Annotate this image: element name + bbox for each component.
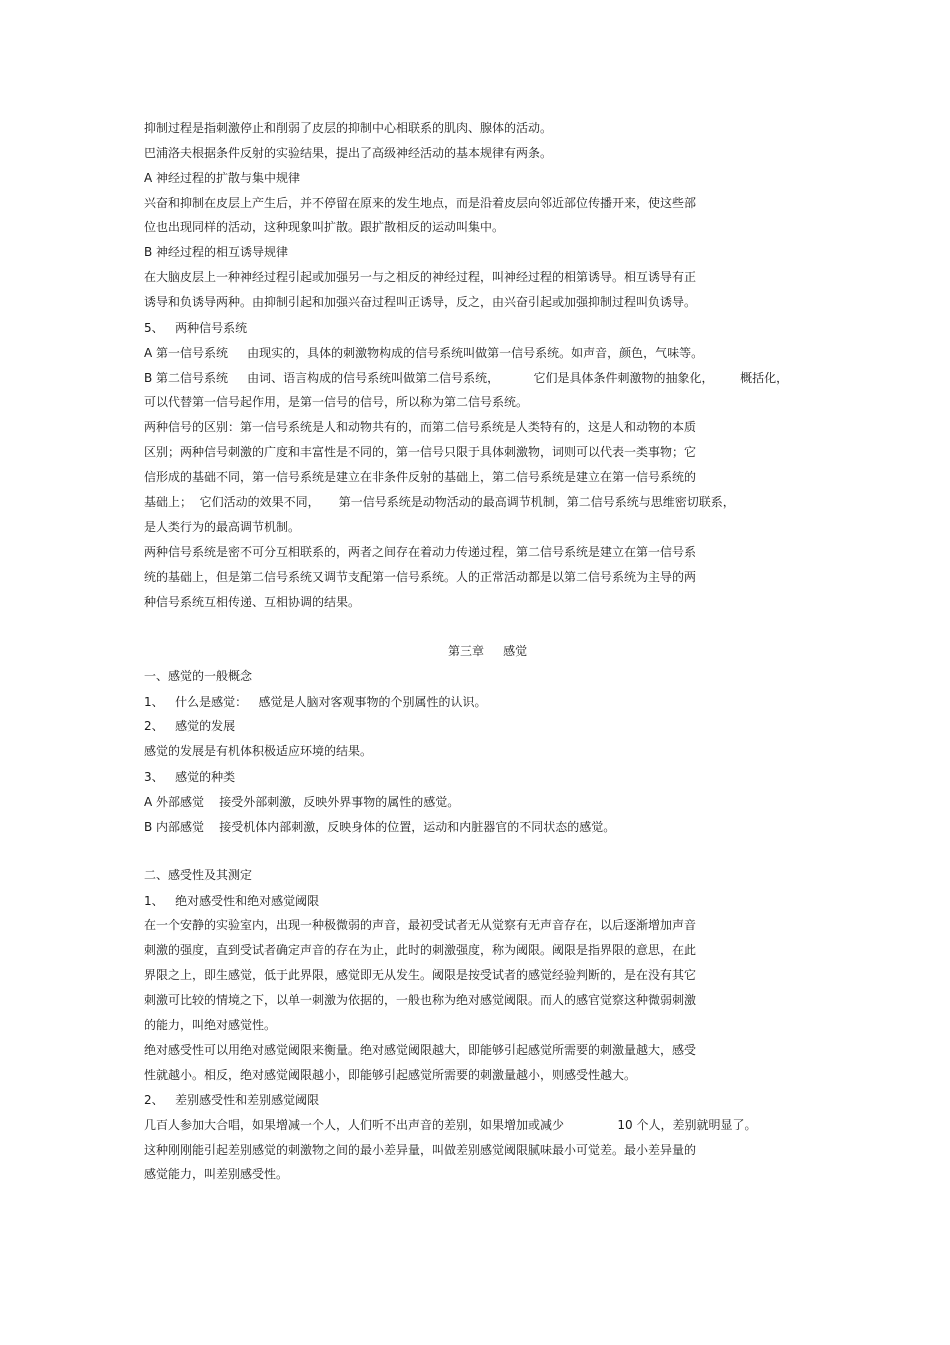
text-line: B 内部感觉 接受机体内部刺激，反映身体的位置，运动和内脏器官的不同状态的感觉。 (144, 820, 616, 834)
text-line: A 外部感觉 接受外部刺激，反映外界事物的属性的感觉。 (144, 795, 460, 809)
text-line: 巴浦洛夫根据条件反射的实验结果，提出了高级神经活动的基本规律有两条。 (144, 146, 553, 160)
text-line: 绝对感受性可以用绝对感觉阈限来衡量。绝对感觉阈限越大，即能够引起感觉所需要的刺激量越大，感受 (144, 1043, 697, 1057)
text-line: 诱导和负诱导两种。由抑制引起和加强兴奋过程叫正诱导，反之，由兴奋引起或加强抑制过程叫负诱导。 (144, 295, 697, 309)
text-line: 1、 什么是感觉： 感觉是人脑对客观事物的个别属性的认识。 (144, 695, 487, 709)
text-line: 兴奋和抑制在皮层上产生后，并不停留在原来的发生地点，而是沿着皮层向邻近部位传播开来，使这些部 (144, 196, 697, 210)
text-line: 在大脑皮层上一种神经过程引起或加强另一与之相反的神经过程，叫神经过程的相第诱导。相互诱导有正 (144, 270, 697, 284)
text-line: B 第二信号系统 由词、语言构成的信号系统叫做第二信号系统， 它们是具体条件刺激物的抽象化， 概括化， (144, 371, 789, 385)
text-line: 种信号系统互相传递、互相协调的结果。 (144, 595, 361, 609)
section-heading: 二、感受性及其测定 (144, 868, 253, 882)
text-line: 区别；两种信号刺激的广度和丰富性是不同的，第一信号只限于具体刺激物，词则可以代表一类事物；它 (144, 445, 697, 459)
text-line: 界限之上，即生感觉，低于此界限，感觉即无从发生。阈限是按受试者的感觉经验判断的，是在没有其它 (144, 968, 697, 982)
text-line: 感觉的发展是有机体积极适应环境的结果。 (144, 744, 373, 758)
section-heading: 一、感觉的一般概念 (144, 669, 253, 683)
subsection-heading: A 神经过程的扩散与集中规律 (144, 171, 301, 185)
text-line: 刺激可比较的情境之下，以单一刺激为依据的，一般也称为绝对感觉阈限。而人的感官觉察这种微弱刺激 (144, 993, 697, 1007)
text-line: 感觉能力，叫差别感受性。 (144, 1167, 289, 1181)
text-line: 刺激的强度，直到受试者确定声音的存在为止，此时的刺激强度，称为阈限。阈限是指界限的意思，在此 (144, 943, 697, 957)
text-line: 位也出现同样的活动，这种现象叫扩散。跟扩散相反的运动叫集中。 (144, 220, 505, 234)
text-line: 是人类行为的最高调节机制。 (144, 520, 301, 534)
text-line: 两种信号系统是密不可分互相联系的，两者之间存在着动力传递过程，第二信号系统是建立在第一信号系 (144, 545, 697, 559)
text-line: 的能力，叫绝对感觉性。 (144, 1018, 277, 1032)
text-line: 性就越小。相反，绝对感觉阈限越小，即能够引起感觉所需要的刺激量越小，则感受性越大。 (144, 1068, 637, 1082)
text-line: 这种刚刚能引起差别感觉的刺激物之间的最小差异量，叫做差别感觉阈限腻味最小可觉差。最小差异量的 (144, 1143, 697, 1157)
subsection-heading: 2、 差别感受性和差别感觉阈限 (144, 1093, 320, 1107)
chapter-title: 第三章 感觉 (448, 644, 528, 658)
text-line: 统的基础上，但是第二信号系统又调节支配第一信号系统。人的正常活动都是以第二信号系统为主导的两 (144, 570, 697, 584)
text-line: 基础上； 它们活动的效果不同， 第一信号系统是动物活动的最高调节机制，第二信号系统与思维密切联系， (144, 495, 735, 509)
subsection-heading: 1、 绝对感受性和绝对感觉阈限 (144, 894, 320, 908)
text-line: 两种信号的区别：第一信号系统是人和动物共有的，而第二信号系统是人类特有的，这是人和动物的本质 (144, 420, 697, 434)
text-line: 几百人参加大合唱，如果增减一个人，人们听不出声音的差别，如果增加或减少 10 个人，差别就明显了。 (144, 1118, 757, 1132)
text-line: 可以代替第一信号起作用，是第一信号的信号，所以称为第二信号系统。 (144, 395, 529, 409)
text-line: 抑制过程是指刺激停止和削弱了皮层的抑制中心相联系的肌肉、腺体的活动。 (144, 121, 553, 135)
text-line: A 第一信号系统 由现实的，具体的刺激物构成的信号系统叫做第一信号系统。如声音，颜色，气味等。 (144, 346, 704, 360)
subsection-heading: 2、 感觉的发展 (144, 719, 236, 733)
text-line: 信形成的基础不同，第一信号系统是建立在非条件反射的基础上，第二信号系统是建立在第一信号系统的 (144, 470, 697, 484)
subsection-heading: 3、 感觉的种类 (144, 770, 236, 784)
text-line: 在一个安静的实验室内，出现一种极微弱的声音，最初受试者无从觉察有无声音存在，以后逐渐增加声音 (144, 918, 697, 932)
section-heading: 5、 两种信号系统 (144, 321, 248, 335)
subsection-heading: B 神经过程的相互诱导规律 (144, 245, 289, 259)
